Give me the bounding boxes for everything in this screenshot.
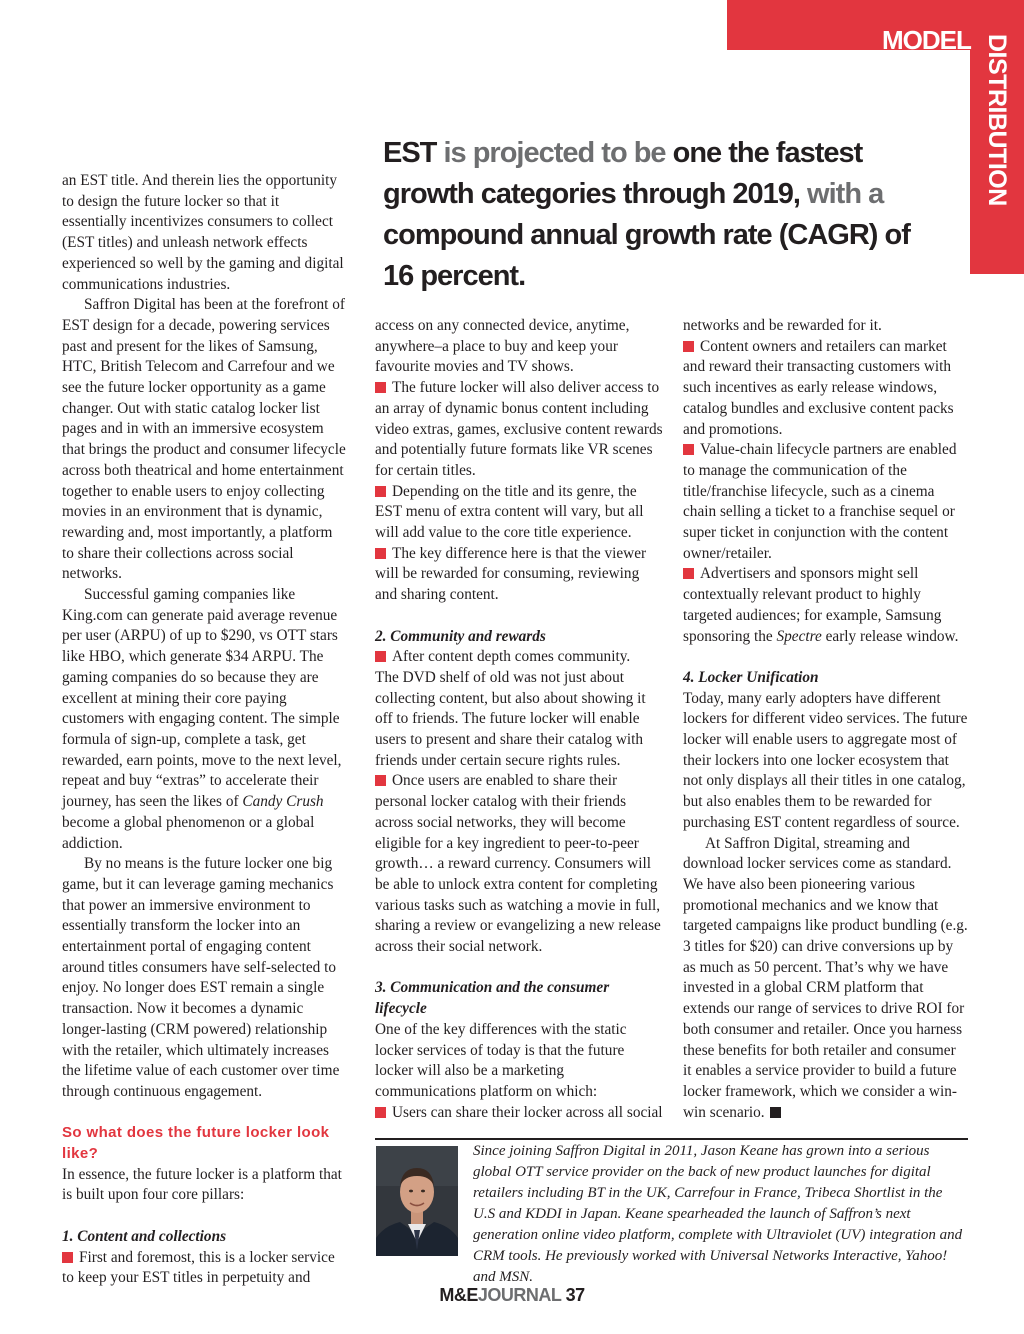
page-number: 37: [565, 1285, 585, 1305]
bullet-text: After content depth comes community.: [392, 648, 631, 666]
bullet-item: [683, 337, 968, 441]
bio-divider: [375, 1138, 968, 1140]
bullet-item: [375, 482, 663, 544]
text-run: become a global phenomenon or a global addiction.: [62, 813, 315, 852]
page-footer: [0, 1285, 1024, 1306]
paragraph: The DVD shelf of old was not just about collecting content, but also about showing it off to friends. The future locker will enable users to present and share their catalog with friends under certain secure rights rules.: [375, 668, 646, 769]
pull-quote-part: compound annual growth rate (CAGR) of 16 percent.: [383, 219, 910, 292]
bullet-square-icon: [375, 651, 386, 662]
title-italic: Candy Crush: [242, 793, 324, 811]
bullet-text: Users can share their locker across all social: [392, 1103, 663, 1121]
bullet-square-icon: [375, 1107, 386, 1118]
bullet-text: Advertisers and sponsors might sell contextually relevant product to highly targeted audiences; for example, Samsung sponsoring the: [683, 565, 942, 645]
article-column-2: [375, 316, 663, 1123]
paragraph: an EST title. And therein lies the opportunity to design the future locker so that it essentially incentivizes consumers to collect (EST titles) and unleash network effects experienced so well by the gaming and digital communications industries.: [62, 172, 344, 293]
paragraph: [62, 585, 347, 854]
bullet-item: [375, 647, 663, 668]
bullet-text: The future locker will also deliver access to an array of dynamic bonus content including video extras, games, exclusive content rewards and potentially future formats like VR scenes for certain titles.: [375, 379, 663, 479]
bullet-text: Value-chain lifecycle partners are enabled to manage the communication of the title/franchise lifecycle, such as a cinema chain selling a ticket to a franchise sequel or super ticket in conjunction with the content owner/retailer.: [683, 441, 957, 562]
end-mark-icon: [770, 1107, 781, 1118]
subheading: 2. Community and rewards: [375, 627, 546, 645]
bullet-item: [375, 378, 663, 482]
paragraph: Saffron Digital has been at the forefront of EST design for a decade, powering services past and present for the likes of Samsung, HTC, British Telecom and Carrefour and we see the future locker opportunity as a game changer. Out with static catalog locker list pages and in with an immersive ecosystem that brings the product and consumer lifecycle across both theatrical and home entertainment together to enable users to enjoy collecting movies in an environment that is dynamic, rewarding and, most importantly, a platform to share their collections across social networks.: [62, 296, 346, 583]
pull-quote-part: EST: [383, 137, 437, 169]
title-italic: Spectre: [776, 627, 822, 645]
bullet-item: [375, 771, 663, 957]
paragraph: [683, 834, 968, 1124]
author-portrait-icon: [376, 1146, 458, 1256]
subheading: 1. Content and collections: [62, 1227, 227, 1245]
pull-quote-part: with a: [799, 178, 884, 210]
pull-quote-part: is projected to be: [436, 137, 673, 169]
bullet-item: [683, 440, 968, 564]
bullet-text: early release window.: [821, 627, 959, 645]
section-label-model: MODEL: [882, 25, 971, 55]
bullet-text: Depending on the title and its genre, the EST menu of extra content will vary, but all will add value to the core title experience.: [375, 482, 644, 542]
bullet-square-icon: [375, 548, 386, 559]
bullet-square-icon: [62, 1252, 73, 1263]
bullet-item: [375, 1103, 663, 1124]
paragraph: access on any connected device, anytime, anywhere–a place to buy and keep your favourite movies and TV shows.: [375, 317, 630, 376]
paragraph: networks and be rewarded for it.: [683, 317, 882, 334]
footer-brand-me: M&E: [439, 1285, 478, 1305]
section-label-distribution-text: DISTRIBUTION: [983, 34, 1011, 206]
bullet-square-icon: [683, 568, 694, 579]
bullet-item: [683, 564, 968, 647]
bullet-text: Content owners and retailers can market and reward their transacting customers with such incentives as early release windows, catalog bundles and exclusive content packs and promotions.: [683, 337, 954, 438]
bullet-item: [375, 544, 663, 606]
section-heading: So what does the future locker look like?: [62, 1124, 330, 1163]
bullet-text: First and foremost, this is a locker service to keep your EST titles in perpetuity and: [62, 1248, 335, 1287]
text-run: At Saffron Digital, streaming and download locker services come as standard. We have also been pioneering various promotional mechanics and we know that targeted campaigns like product bundling (e.g. 3 titles for $20) can drive conversions up by as much as 50 percent. That’s why we have invested in a global CRM platform that extends our range of services to drive ROI for both consumer and retailer. Once you harness these benefits for both retailer and consumer it enables a service provider to build a future locker framework, which we consider a win-win scenario.: [683, 834, 968, 1121]
footer-brand-journal: JOURNAL: [477, 1285, 562, 1305]
author-bio: Since joining Saffron Digital in 2011, Jason Keane has grown into a serious global OTT service provider on the back of new product launches for digital retailers including BT in the UK, Carrefour in France, Tribeca Shortlist in the U.S and KDDI in Japan. Keane spearheaded the launch of Saffron’s next generation online video platform, complete with Ultraviolet (UV) integration and CRM tools. He previously worked with Universal Networks Interactive, Yahoo! and MSN.: [473, 1143, 963, 1285]
bullet-square-icon: [375, 382, 386, 393]
paragraph: One of the key differences with the static locker services of today is that the future locker will also be a marketing communications platform on which:: [375, 1020, 627, 1100]
bullet-square-icon: [375, 775, 386, 786]
bullet-text: The key difference here is that the viewer will be rewarded for consuming, reviewing and sharing content.: [375, 544, 647, 604]
text-run: Successful gaming companies like King.com can generate paid average revenue per user (ARPU) of up to $290, vs OTT stars like HBO, which generate $34 ARPU. The gaming companies do so because they are excellent at mining their core paying customers with engaging content. The simple formula of sign-up, complete a task, get rewarded, earn points, move to the next level, repeat and buy “extras” to accelerate their journey, has seen the likes of: [62, 586, 342, 811]
subheading: 3. Communication and the consumer lifecycle: [375, 979, 610, 1018]
subheading: 4. Locker Unification: [683, 668, 819, 686]
bullet-square-icon: [683, 444, 694, 455]
paragraph: In essence, the future locker is a platform that is built upon four core pillars:: [62, 1165, 342, 1204]
paragraph: By no means is the future locker one big game, but it can leverage gaming mechanics that power an immersive environment to essentially transform the locker into an entertainment portal of engaging content around titles consumers have self-selected to enjoy. No longer does EST remain a single transaction. Now it becomes a dynamic longer-lasting (CRM powered) relationship with the retailer, which ultimately increases the lifetime value of each customer over time through continuous engagement.: [62, 855, 340, 1100]
article-column-1: [62, 171, 347, 1289]
pull-quote-part: one the fastest growth categories through 2019,: [383, 137, 863, 210]
bullet-square-icon: [683, 341, 694, 352]
bullet-item: [62, 1248, 347, 1289]
pull-quote: [383, 133, 943, 297]
author-photo: [376, 1146, 458, 1256]
section-label-distribution: [970, 28, 1024, 274]
paragraph: Today, many early adopters have different lockers for different video services. The future locker will enable users to aggregate most of their lockers into one locker ecosystem that not only displays all their titles in one catalog, but also enables them to be rewarded for purchasing EST content regardless of source.: [683, 689, 968, 831]
bullet-square-icon: [375, 486, 386, 497]
article-column-3: [683, 316, 968, 1123]
bullet-text: Once users are enabled to share their personal locker catalog with their friends across social networks, they will become eligible for a key ingredient to peer-to-peer growth… a reward currency. Consumers will be able to unlock extra content for completing various tasks such as watching a movie in full, sharing a review or evangelizing a new release across their social network.: [375, 772, 661, 956]
